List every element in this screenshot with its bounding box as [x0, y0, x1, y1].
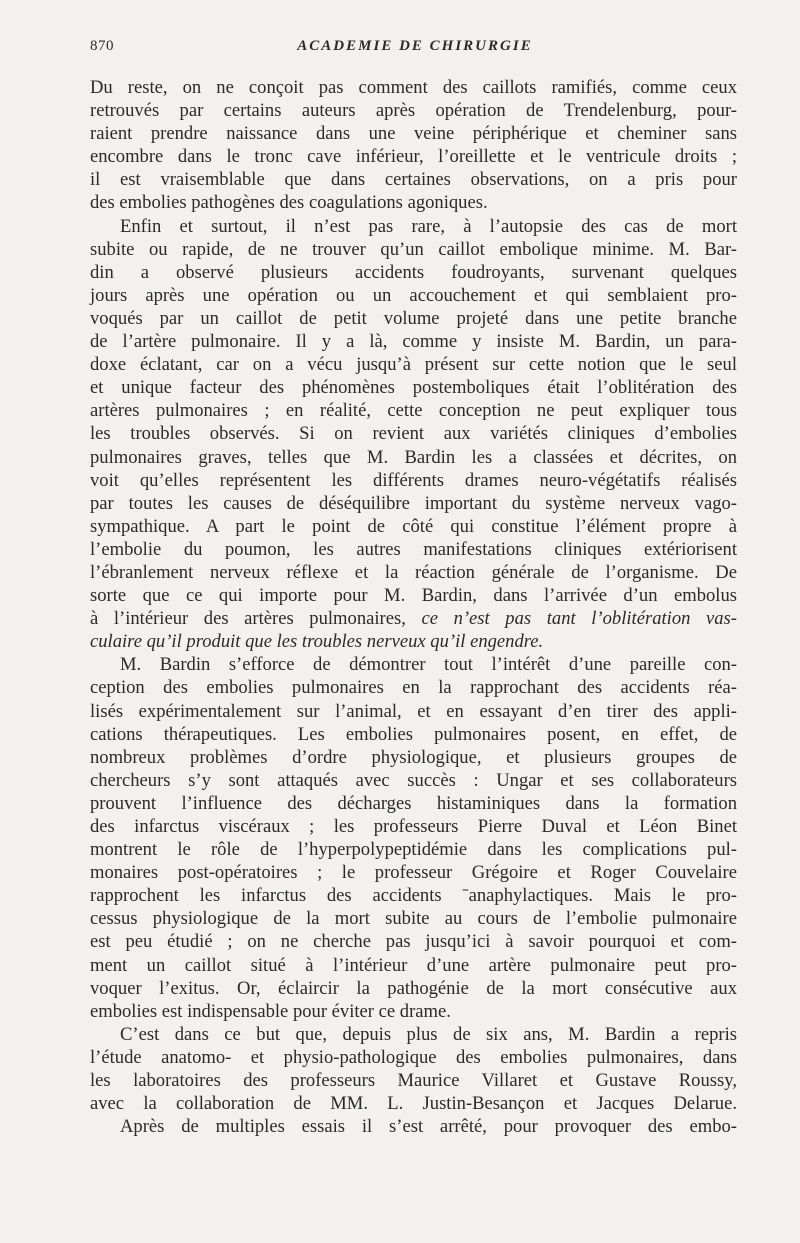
text-line: encombre dans le tronc cave inférieur, l’oreillette et le ventricule droits ;	[90, 146, 737, 168]
text-line: de l’artère pulmonaire. Il y a là, comme y insiste M. Bardin, un para-	[90, 331, 737, 353]
text-line: avec la collaboration de MM. L. Justin-Besançon et Jacques Delarue.	[90, 1093, 737, 1115]
text-line: l’ébranlement nerveux réflexe et la réaction générale de l’organisme. De	[90, 561, 737, 583]
text-line: sympathique. A part le point de côté qui constitue l’élément propre à	[90, 515, 737, 537]
text-line: ment un caillot situé à l’intérieur d’une artère pulmonaire peut pro-	[90, 954, 737, 976]
text-line: montrent le rôle de l’hyperpolypeptidémie dans les complications pul-	[90, 839, 737, 861]
text-line: doxe éclatant, car on a vécu jusqu’à présent sur cette notion que le seul	[90, 354, 737, 376]
text-line: monaires post-opératoires ; le professeur Grégoire et Roger Couvelaire	[90, 862, 737, 884]
text-line: C’est dans ce but que, depuis plus de six ans, M. Bardin a repris	[120, 1023, 737, 1045]
text-line: nombreux problèmes d’ordre physiologique, et plusieurs groupes de	[90, 746, 737, 768]
text-line: sorte que ce qui importe pour M. Bardin, dans l’arrivée d’un embolus	[90, 585, 737, 607]
text-line: subite ou rapide, de ne trouver qu’un caillot embolique minime. M. Bar-	[90, 238, 737, 260]
text-line: les troubles observés. Si on revient aux variétés cliniques d’embolies	[90, 423, 737, 445]
running-head: ACADEMIE DE CHIRURGIE	[297, 38, 533, 54]
text-line: rapprochent les infarctus des accidents ˉanaphylactiques. Mais le pro-	[90, 885, 737, 907]
text-line: raient prendre naissance dans une veine périphérique et cheminer sans	[90, 123, 737, 145]
text-line: par toutes les causes de déséquilibre important du système nerveux vago-	[90, 492, 737, 514]
text-line: des embolies pathogènes des coagulations agoniques.	[90, 192, 488, 214]
page-header	[90, 38, 740, 58]
text-line: jours après une opération ou un accouchement et qui semblaient pro-	[90, 284, 737, 306]
text-line: Enfin et surtout, il n’est pas rare, à l’autopsie des cas de mort	[120, 215, 737, 237]
page-number: 870	[90, 38, 114, 54]
text-line: l’embolie du poumon, les autres manifestations cliniques extériorisent	[90, 538, 737, 560]
text-line: chercheurs s’y sont attaqués avec succès : Ungar et ses collaborateurs	[90, 769, 737, 791]
text-line: l’étude anatomo- et physio-pathologique des embolies pulmonaires, dans	[90, 1046, 737, 1068]
text-line: prouvent l’influence des décharges histaminiques dans la formation	[90, 792, 737, 814]
text-line: Après de multiples essais il s’est arrêté, pour provoquer des embo-	[120, 1116, 737, 1138]
text-line: est peu étudié ; on ne cherche pas jusqu’ici à savoir pourquoi et com-	[90, 931, 737, 953]
text-line: M. Bardin s’efforce de démontrer tout l’intérêt d’une pareille con-	[120, 654, 737, 676]
body-text	[90, 76, 737, 1138]
text-line: embolies est indispensable pour éviter ce drame.	[90, 1000, 451, 1022]
text-line: cessus physiologique de la mort subite au cours de l’embolie pulmonaire	[90, 908, 737, 930]
text-line: cations thérapeutiques. Les embolies pulmonaires posent, en effet, de	[90, 723, 737, 745]
text-line: voit qu’elles représentent les différents drames neuro-végétatifs réalisés	[90, 469, 737, 491]
text-line: culaire qu’il produit que les troubles nerveux qu’il engendre.	[90, 631, 544, 653]
text-line: voqués par un caillot de petit volume projeté dans une petite branche	[90, 307, 737, 329]
text-line: Du reste, on ne conçoit pas comment des caillots ramifiés, comme ceux	[90, 77, 737, 98]
text-line: et unique facteur des phénomènes postemboliques était l’oblitération des	[90, 377, 737, 399]
text-line: pulmonaires graves, telles que M. Bardin les a classées et décrites, on	[90, 446, 737, 468]
text-line: retrouvés par certains auteurs après opération de Trendelenburg, pour-	[90, 100, 737, 122]
text-line: din a observé plusieurs accidents foudroyants, survenant quelques	[90, 261, 737, 283]
text-line: les laboratoires des professeurs Maurice Villaret et Gustave Roussy,	[90, 1070, 737, 1092]
italic-segment: ce n’est pas tant l’oblitération vas-	[421, 608, 737, 630]
text-line: des infarctus viscéraux ; les professeurs Pierre Duval et Léon Binet	[90, 816, 737, 837]
text-line: il est vraisemblable que dans certaines observations, on a pris pour	[90, 169, 737, 191]
text-line: ception des embolies pulmonaires en la rapprochant des accidents réa-	[90, 677, 737, 699]
text-line: voquer l’exitus. Or, éclaircir la pathogénie de la mort consécutive aux	[90, 977, 737, 999]
text-line: artères pulmonaires ; en réalité, cette conception ne peut expliquer tous	[90, 400, 737, 422]
text-line	[90, 607, 737, 630]
text-segment: à l’intérieur des artères pulmonaires,	[90, 608, 422, 630]
text-line: lisés expérimentalement sur l’animal, et en essayant d’en tirer des appli-	[90, 700, 737, 722]
